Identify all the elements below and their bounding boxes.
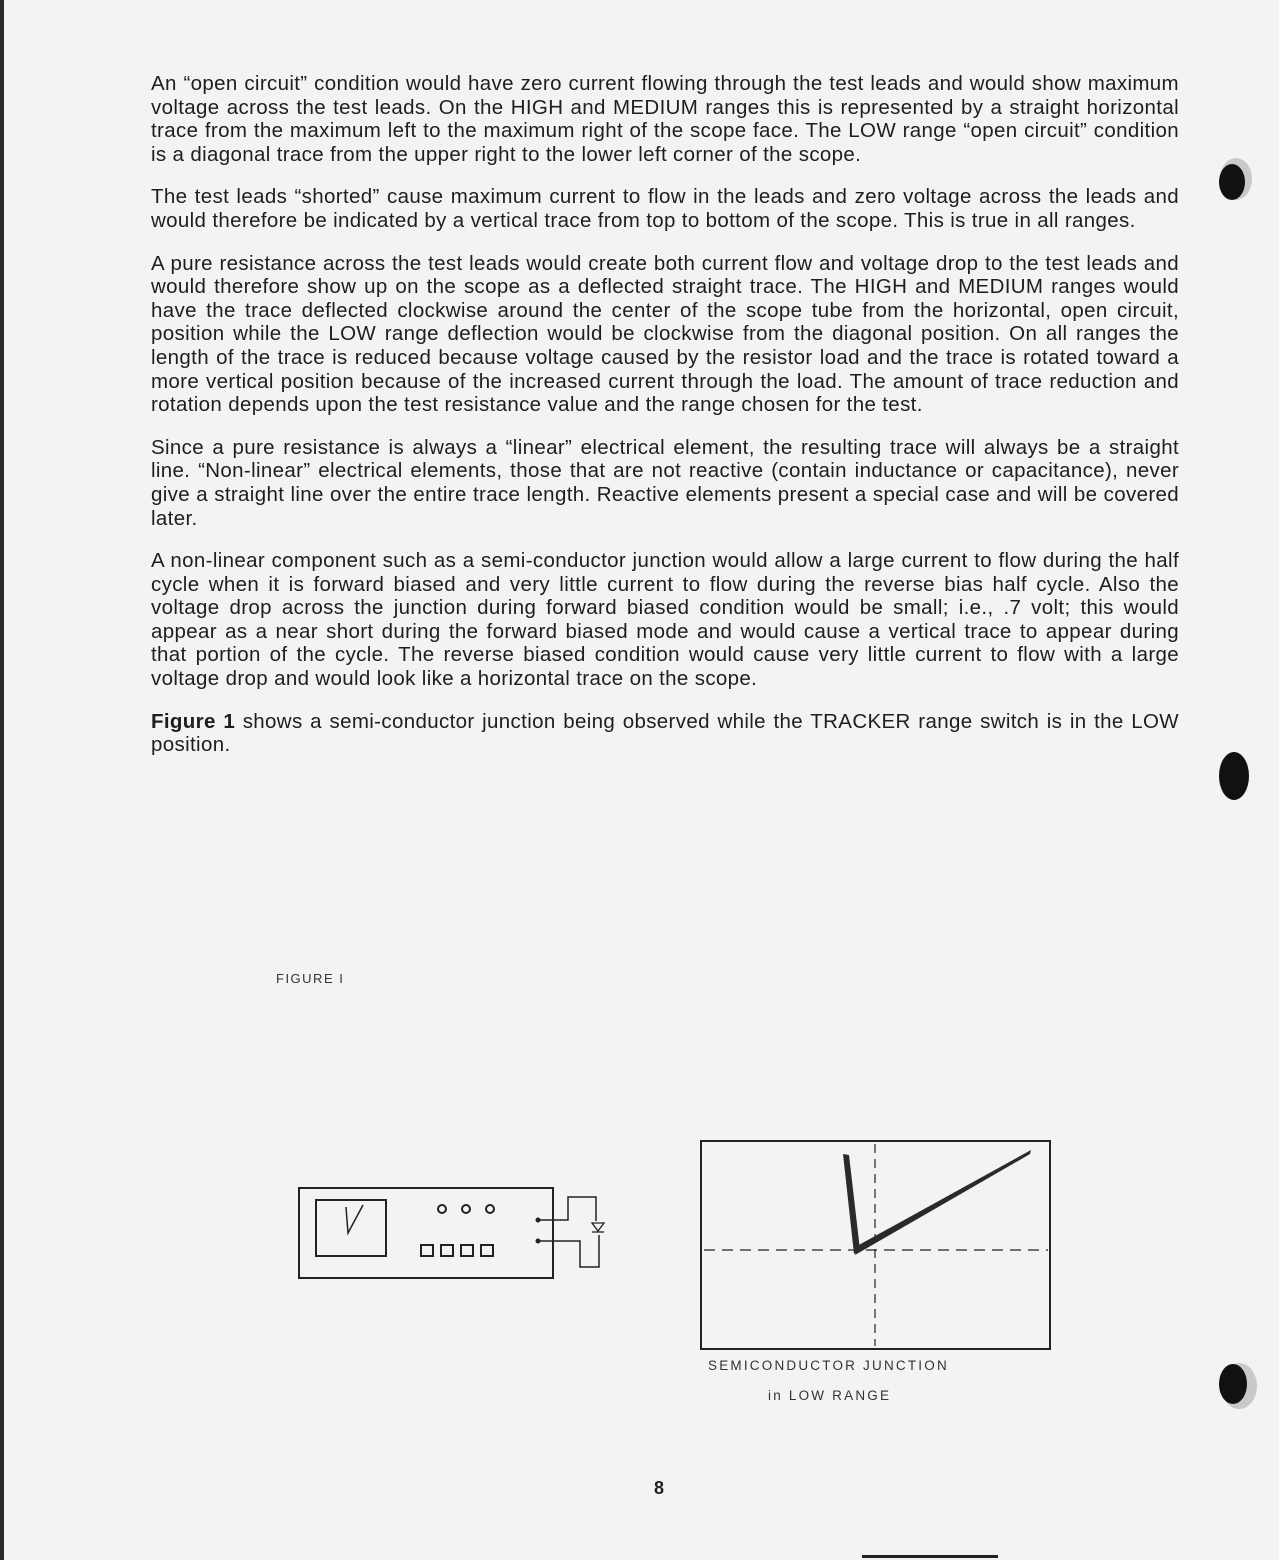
figure-caption-line-2: in LOW RANGE (768, 1388, 892, 1403)
instrument-body (299, 1188, 553, 1278)
body-text (151, 72, 1179, 776)
instrument-knob-1 (438, 1205, 446, 1213)
instrument-knob-3 (486, 1205, 494, 1213)
figure-label: FIGURE I (276, 971, 345, 986)
figure-reference-bold: Figure 1 (151, 709, 236, 733)
paragraph-open-circuit: An “open circuit” condition would have zero current flowing through the test leads and would show maximum voltage across the test leads. On the HIGH and MEDIUM ranges this is represented by a straight horizontal trace from the maximum left to the maximum right of the scope face. The LOW range “open circuit” condition is a diagonal trace from the upper right to the lower left corner of the scope. (151, 72, 1179, 166)
bottom-edge-mark (862, 1555, 998, 1558)
figure-caption-line-1: SEMICONDUCTOR JUNCTION (708, 1358, 949, 1373)
instrument-button-3 (461, 1245, 473, 1256)
scope-trace-forward-bias (843, 1154, 860, 1254)
paragraph-figure-reference (151, 710, 1179, 757)
page-number: 8 (654, 1478, 665, 1498)
tracker-instrument-diagram (296, 1183, 616, 1283)
test-lead-1 (538, 1197, 596, 1221)
instrument-button-1 (421, 1245, 433, 1256)
instrument-button-2 (441, 1245, 453, 1256)
paragraph-shorted-leads: The test leads “shorted” cause maximum current to flow in the leads and zero voltage across the leads and would therefore be indicated by a vertical trace from top to bottom of the scope. This is true in all ranges. (151, 185, 1179, 232)
test-lead-2 (538, 1235, 599, 1267)
page-edge-shadow (0, 0, 4, 1560)
instrument-knob-2 (462, 1205, 470, 1213)
figure-reference-text: shows a semi-conductor junction being observed while the TRACKER range switch is in the LOW position. (151, 709, 1179, 757)
paragraph-non-linear-component: A non-linear component such as a semi-conductor junction would allow a large current to flow during the half cycle when it is forward biased and very little current to flow during the reverse bias half cycle. Also the voltage drop across the junction during forward biased condition would be small; i.e., .7 volt; this would appear as a near short during the forward biased mode and would cause a vertical trace to appear during that portion of the cycle. The reverse biased condition would cause very little current to flow with a large voltage drop and would look like a horizontal trace on the scope. (151, 549, 1179, 691)
paragraph-linear-elements: Since a pure resistance is always a “linear” electrical element, the resulting trace will always be a straight line. “Non-linear” electrical elements, those that are not reactive (contain inductance or capacitance), never give a straight line over the entire trace length. Reactive elements present a special case and will be covered later. (151, 435, 1179, 530)
scope-trace-reverse-bias (855, 1150, 1031, 1255)
diode-symbol (592, 1223, 604, 1231)
binder-hole-middle (1216, 748, 1256, 804)
scope-display (700, 1140, 1052, 1352)
instrument-scope-trace (346, 1205, 363, 1233)
instrument-button-4 (481, 1245, 493, 1256)
paragraph-pure-resistance: A pure resistance across the test leads would create both current flow and voltage drop to the test leads and would therefore show up on the scope as a deflected straight trace. The HIGH and MEDIUM ranges would have the trace deflected clockwise around the center of the scope tube from the horizontal, open circuit, position while the LOW range deflection would be clockwise from the diagonal position. On all ranges the length of the trace is reduced because voltage caused by the resistor load and the trace is rotated toward a more vertical position because of the increased current through the load. The amount of trace reduction and rotation depends upon the test resistance value and the range chosen for the test. (151, 251, 1179, 417)
binder-hole-bottom (1216, 1360, 1260, 1412)
binder-hole-top (1216, 155, 1256, 203)
